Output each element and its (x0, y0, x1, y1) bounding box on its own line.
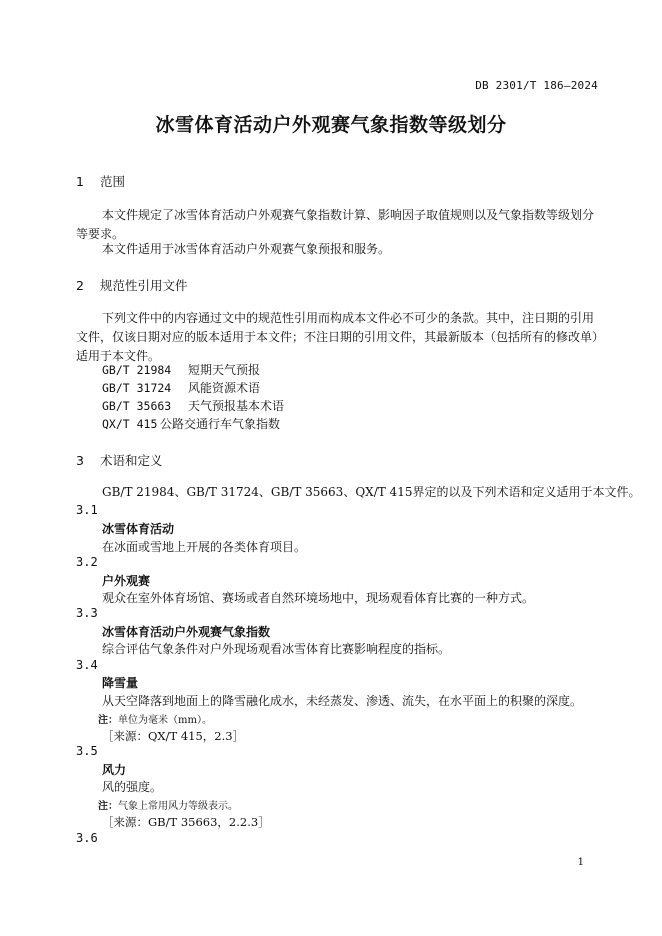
term-name: 冰雪体育活动户外观赛气象指数 (102, 625, 271, 639)
reference-title: 天气预报基本术语 (188, 399, 285, 413)
reference-item (102, 397, 284, 415)
section-title: 范围 (99, 174, 125, 189)
paragraph: 下列文件中的内容通过文中的规范性引用而构成本文件必不可少的条款。其中，注日期的引用文件，仅该日期对应的版本适用于本文件；不注日期的引用文件，其最新版本（包括所有的修改单）适用于本文件。 (76, 311, 599, 363)
term-definition: 风的强度。 (102, 780, 163, 794)
term-definition: 在冰面或雪地上开展的各类体育项目。 (102, 540, 307, 554)
section-number: 2 (76, 278, 84, 293)
term-number: 3.6 (76, 831, 98, 845)
document-title: 冰雪体育活动户外观赛气象指数等级划分 (155, 114, 507, 136)
term-number: 3.5 (76, 744, 98, 758)
paragraph: 本文件适用于冰雪体育活动户外观赛气象预报和服务。 (102, 242, 391, 256)
term-name: 冰雪体育活动 (102, 522, 175, 536)
page-number: 1 (577, 857, 584, 868)
reference-title: 风能资源术语 (188, 381, 261, 395)
term-source: ［来源：GB/T 35663，2.2.3］ (102, 815, 270, 829)
section-title: 术语和定义 (99, 453, 163, 468)
note-text: 气象上常用风力等级表示。 (118, 801, 238, 812)
term-definition: 综合评估气象条件对户外现场观看冰雪体育比赛影响程度的指标。 (102, 642, 451, 656)
reference-item (102, 415, 280, 433)
term-note (98, 797, 238, 812)
section-3-heading (76, 451, 163, 469)
section-1-heading (76, 172, 125, 190)
term-definition: 从天空降落到地面上的降雪融化成水，未经蒸发、渗透、流失，在水平面上的积聚的深度。 (102, 694, 583, 708)
term-source: ［来源：QX/T 415，2.3］ (102, 729, 245, 743)
section-2-heading (76, 276, 188, 294)
note-label: 注： (98, 801, 118, 812)
term-name: 降雪量 (102, 676, 139, 690)
note-text: 单位为毫米（mm）。 (118, 715, 212, 726)
term-number: 3.4 (76, 658, 98, 672)
term-number: 3.2 (76, 555, 98, 569)
reference-title: 短期天气预报 (188, 363, 261, 377)
paragraph: 本文件规定了冰雪体育活动户外观赛气象指数计算、影响因子取值规则以及气象指数等级划分等要求。 (76, 208, 595, 241)
reference-item (102, 379, 260, 397)
term-number: 3.3 (76, 606, 98, 620)
reference-code: QX/T 415 (102, 417, 158, 431)
section-number: 1 (76, 174, 84, 189)
terms-intro: GB/T 21984、GB/T 31724、GB/T 35663、QX/T 415界定的以及下列术语和定义适用于本文件。 (102, 485, 641, 499)
reference-code: GB/T 21984 (102, 363, 172, 377)
note-label: 注： (98, 715, 118, 726)
term-note (98, 711, 212, 726)
term-name: 风力 (102, 763, 127, 777)
section-title: 规范性引用文件 (99, 278, 188, 293)
term-name: 户外观赛 (102, 574, 151, 588)
reference-title: 公路交通行车气象指数 (160, 417, 281, 431)
reference-code: GB/T 35663 (102, 399, 172, 413)
standard-number: DB 2301/T 186—2024 (475, 79, 598, 92)
term-number: 3.1 (76, 503, 98, 517)
reference-item (102, 361, 260, 379)
section-number: 3 (76, 453, 84, 468)
reference-code: GB/T 31724 (102, 381, 172, 395)
term-definition: 观众在室外体育场馆、赛场或者自然环境场地中，现场观看体育比赛的一种方式。 (102, 591, 535, 605)
